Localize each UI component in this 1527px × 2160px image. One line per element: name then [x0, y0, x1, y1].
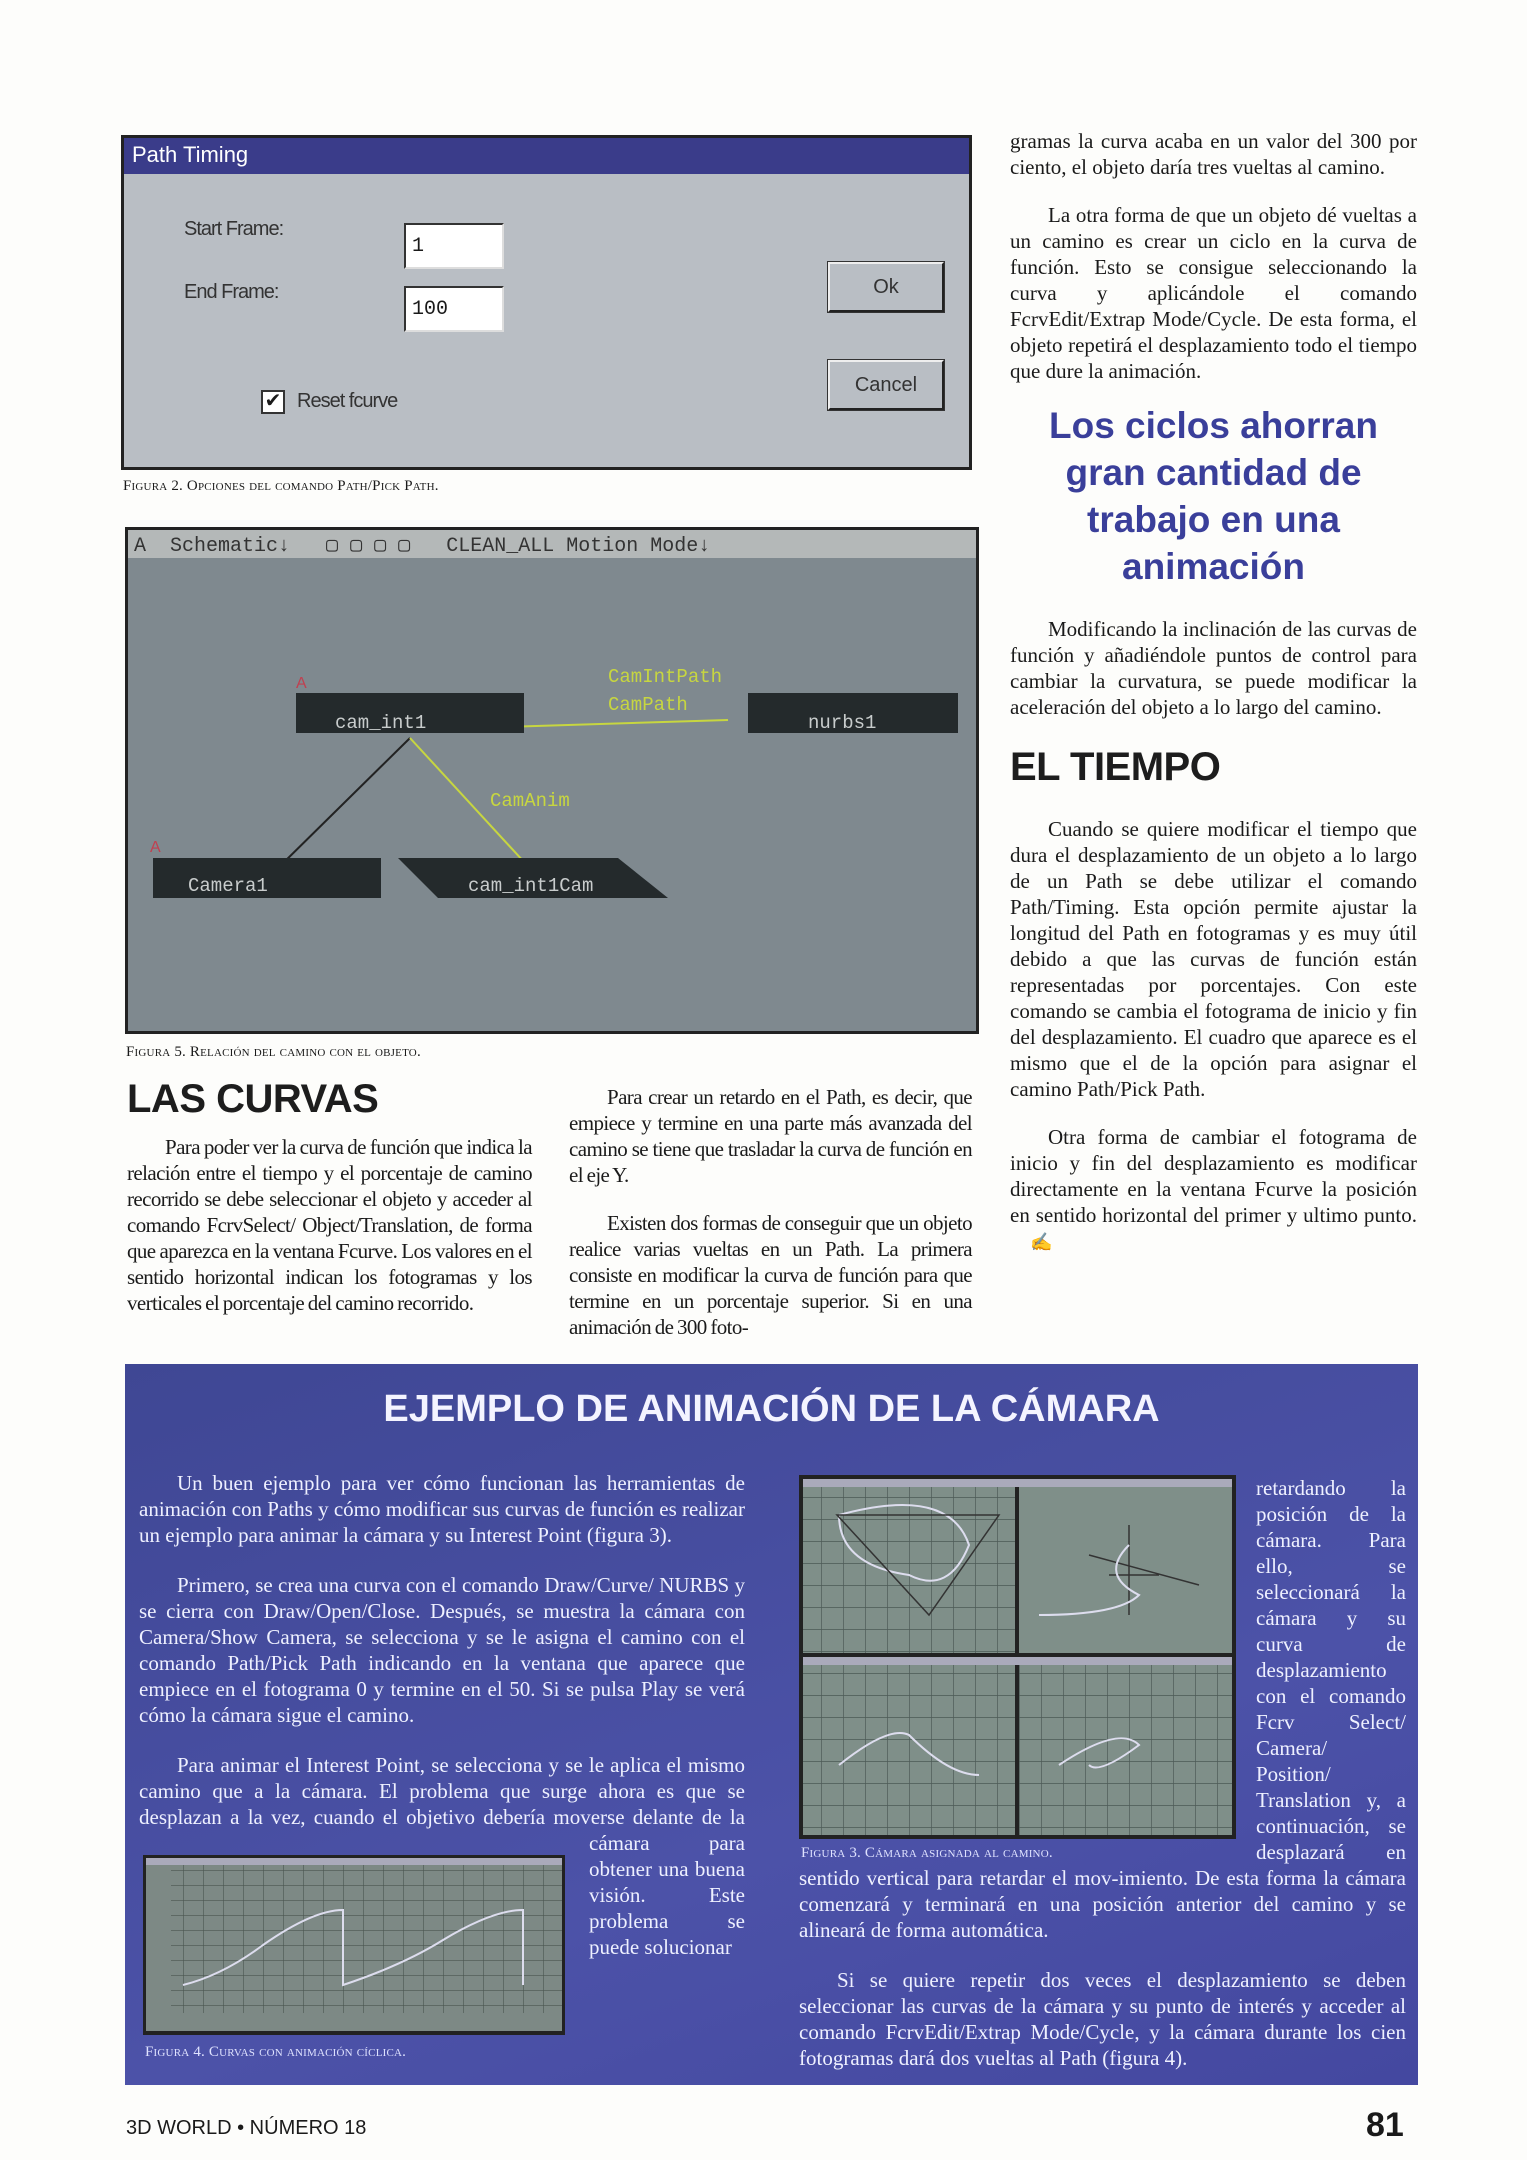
paragraph: Para crear un retardo en el Path, es decir, que empiece y termine en una parte más avanzada del camino se tiene que trasladar la curva de función en el eje Y. — [569, 1085, 972, 1187]
motion-mode-menu[interactable]: CLEAN_ALL Motion Mode↓ — [446, 535, 711, 558]
right-column — [1010, 128, 1417, 1255]
paragraph: La otra forma de que un objeto dé vueltas a un camino es crear un ciclo en la curva de función. Esto se consigue seleccionando la curva y aplicándole el comando FcrvEdit/Extrap Mode/Cycle. De esta forma, el objeto repetirá el desplazamiento todo el tiempo que dure la animación. — [1010, 203, 1417, 383]
heading-las-curvas: LAS CURVAS — [127, 1077, 379, 1121]
path-timing-dialog — [121, 135, 972, 470]
publication-footer: 3D WORLD • NÚMERO 18 — [126, 2117, 367, 2139]
reset-fcurve-label: Reset fcurve — [297, 390, 398, 412]
figure5-caption: Figura 5. Relación del camino con el objeto. — [126, 1044, 421, 1060]
paragraph — [1010, 1124, 1417, 1255]
paragraph: gramas la curva acaba en un valor del 300 por ciento, el objeto daría tres vueltas al camino. — [1010, 129, 1417, 179]
dialog-title: Path Timing — [124, 138, 969, 174]
figure3-viewports — [799, 1475, 1236, 1839]
node-label: nurbs1 — [808, 712, 877, 734]
link-label: CamAnim — [490, 790, 570, 812]
sidebar-box — [125, 1364, 1418, 2085]
start-frame-input[interactable]: 1 — [404, 223, 504, 269]
link-line — [273, 738, 410, 873]
middle-column — [569, 1084, 972, 1340]
figure4-fcurve — [143, 1855, 565, 2035]
paragraph: Modificando la inclinación de las curvas de función y añadiéndole puntos de control para cambiar la curvatura, se puede modificar la aceleración del objeto a lo largo del camino. — [1010, 617, 1417, 719]
start-frame-label: Start Frame: — [184, 218, 284, 240]
schematic-menu[interactable]: A Schematic↓ — [134, 535, 291, 558]
figure3-caption: Figura 3. Cámara asignada al camino. — [801, 1845, 1053, 1861]
paragraph-text: imiento. De esta forma la cámara comenzará y terminará en una posición anterior del camino y se alineará de forma automática. — [799, 1866, 1406, 1942]
paragraph: Si se quiere repetir dos veces el desplazamiento se deben seleccionar las curvas de la cámara y su punto de interés y acceder al comando FcrvEdit/Extrap Mode/Cycle, y la cámara durante los cien fotogramas dará dos vueltas al Path (figura 4). — [799, 1968, 1406, 2070]
box-left-column — [139, 1470, 745, 2075]
schematic-graph — [128, 558, 976, 1031]
link-label: CamPath — [608, 694, 688, 716]
node-label: Camera1 — [188, 875, 268, 897]
schematic-view — [125, 527, 979, 1034]
figure4 — [139, 1855, 589, 2075]
paragraph: Un buen ejemplo para ver cómo funcionan las herramientas de animación con Paths y cómo modificar sus curvas de función es realizar un ejemplo para animar la cámara y su Interest Point (figura 3). — [139, 1471, 745, 1547]
left-column — [127, 1076, 532, 1316]
node-label: cam_int1 — [335, 712, 427, 734]
cancel-button[interactable]: Cancel — [828, 360, 944, 410]
anim-marker: A — [296, 675, 307, 692]
paragraph-text: retardando la posición de la cámara. Para ello, se seleccionará la cámara y su curva de desplazamiento con el comando Fcrv Select/ Camera/ Position/ Translation y, a continuación, se desplazará en sentido vertical para retardar el mov- — [799, 1476, 1406, 1890]
page-number: 81 — [1366, 2106, 1404, 2144]
anim-marker: A — [150, 839, 161, 856]
end-mark-icon: ✍ — [1030, 1232, 1053, 1252]
end-frame-input[interactable]: 100 — [404, 286, 504, 332]
ok-button[interactable]: Ok — [828, 262, 944, 312]
paragraph: Existen dos formas de conseguir que un objeto realice varias vueltas en un Path. La primera consiste en modificar la curva de función para que termine en un porcentaje superior. Si en una animación de 300 foto- — [569, 1211, 972, 1339]
paragraph-text: se desplazan a la vez, cuando el objetivo debería moverse delante de la cámara para obtener una buena visión. Este problema se puede solucionar — [139, 1779, 745, 1959]
paragraph: Cuando se quiere modificar el tiempo que dura el desplazamiento de un objeto a lo largo de un Path se debe utilizar el comando Path/Timing. Esta opción permite ajustar la longitud del Path en fotogramas y es muy útil debido a que las curvas de función están representadas por porcentajes. Con este comando se cambia el fotograma de inicio y fin del desplazamiento. El cuadro que aparece es el mismo que el de la opción para asignar el camino Path/Pick Path. — [1010, 817, 1417, 1101]
box-title: EJEMPLO DE ANIMACIÓN DE LA CÁMARA — [383, 1388, 1160, 1430]
end-frame-label: End Frame: — [184, 281, 279, 303]
figure3 — [799, 1475, 1256, 1863]
paragraph: Primero, se crea una curva con el comando Draw/Curve/ NURBS y se cierra con Draw/Open/Close. Después, se muestra la cámara con Camera/Show Camera, se selecciona y se le asigna el camino con el comando Path/Pick Path indicando en la ventana que aparece que empiece en el fotograma 0 y termine en el 50. Si se pulsa Play se verá cómo la cámara sigue el camino. — [139, 1573, 745, 1727]
heading-el-tiempo: EL TIEMPO — [1010, 745, 1221, 789]
link-label: CamIntPath — [608, 666, 723, 688]
figure4-caption: Figura 4. Curvas con animación cíclica. — [145, 2044, 407, 2060]
paragraph-text: Para animar el Interest Point, se selecciona y se le aplica el mismo camino que a la cámara. El problema que surge ahora es que — [139, 1753, 745, 1803]
pull-quote: Los ciclos ahorran gran cantidad de trabajo en una animación — [1049, 405, 1378, 587]
box-right-column — [799, 1475, 1406, 2071]
paragraph-text: Otra forma de cambiar el fotograma de inicio y fin del desplazamiento es modificar directamente en la ventana Fcurve la posición en sentido horizontal del primer y ultimo punto. — [1010, 1125, 1417, 1227]
reset-fcurve-checkbox[interactable]: ✔ — [261, 390, 285, 414]
node-label: cam_int1Cam — [468, 875, 594, 897]
figure2-caption: Figura 2. Opciones del comando Path/Pick Path. — [123, 478, 439, 494]
paragraph: Para poder ver la curva de función que indica la relación entre el tiempo y el porcentaje de camino recorrido se debe seleccionar el objeto y acceder al comando FcrvSelect/ Object/Translation, de forma que aparezca en la ventana Fcurve. Los valores en el sentido horizontal indican los fotogramas y los verticales el porcentaje del camino recorrido. — [127, 1135, 532, 1315]
schematic-toolbar: A Schematic↓ ▢ ▢ ▢ ▢ CLEAN_ALL Motion Mode↓ — [128, 530, 976, 558]
